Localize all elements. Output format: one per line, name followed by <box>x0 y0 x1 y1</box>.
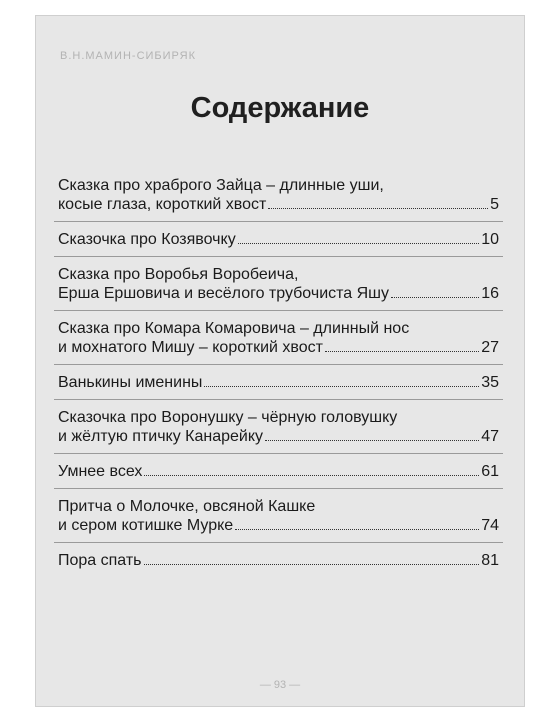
entry-separator <box>54 453 503 454</box>
toc-entry-title-line: Сказка про Воробья Воробеича, <box>58 266 299 283</box>
dot-leader <box>265 440 479 441</box>
toc-entry[interactable] <box>58 319 499 357</box>
toc-entry-title-line: Сказка про храброго Зайца – длинные уши, <box>58 177 384 194</box>
toc-entry[interactable] <box>58 265 499 303</box>
dot-leader <box>235 529 479 530</box>
entry-separator <box>54 542 503 543</box>
toc-entry[interactable] <box>58 408 499 446</box>
toc-entry-title: Сказочка про Козявочку <box>58 231 236 248</box>
entry-separator <box>54 399 503 400</box>
toc-entry[interactable] <box>58 497 499 535</box>
running-head: В.Н.МАМИН-СИБИРЯК <box>60 50 196 62</box>
dot-leader <box>144 475 479 476</box>
toc-page-number: 74 <box>481 517 499 534</box>
toc-entry-title: и жёлтую птичку Канарейку <box>58 428 264 445</box>
entry-separator <box>54 364 503 365</box>
entry-separator <box>54 310 503 311</box>
page-title: Содержание <box>190 92 370 124</box>
toc-entry[interactable] <box>58 373 499 392</box>
toc-entry-title-line: Сказочка про Воронушку – чёрную головушку <box>58 409 398 426</box>
entry-separator <box>54 221 503 222</box>
toc-page-number: 35 <box>481 374 499 391</box>
entry-separator <box>54 488 503 489</box>
toc-page-number: 81 <box>481 552 499 569</box>
toc-entry[interactable] <box>58 462 499 481</box>
dot-leader <box>204 386 479 387</box>
toc-entry[interactable] <box>58 230 499 249</box>
toc-page-number: 10 <box>481 231 499 248</box>
table-of-contents <box>58 176 499 570</box>
toc-page-number: 47 <box>481 428 499 445</box>
toc-entry-title: косые глаза, короткий хвост <box>58 196 267 213</box>
dot-leader <box>238 243 480 244</box>
toc-entry-title: Умнее всех <box>58 463 143 480</box>
toc-entry-title-line: Притча о Молочке, овсяной Кашке <box>58 498 316 515</box>
page-number: — 93 — <box>259 679 301 691</box>
entry-separator <box>54 256 503 257</box>
toc-entry-title: и сером котишке Мурке <box>58 517 234 534</box>
dot-leader <box>144 564 480 565</box>
dot-leader <box>325 351 479 352</box>
toc-entry-title: Ванькины именины <box>58 374 203 391</box>
toc-entry[interactable] <box>58 176 499 214</box>
toc-entry-title-line: Сказка про Комара Комаровича – длинный нос <box>58 320 410 337</box>
dot-leader <box>391 297 479 298</box>
toc-entry[interactable] <box>58 551 499 570</box>
toc-entry-title: Пора спать <box>58 552 142 569</box>
toc-page-number: 16 <box>481 285 499 302</box>
toc-entry-title: и мохнатого Мишу – короткий хвост <box>58 339 323 356</box>
toc-page-number: 5 <box>490 196 499 213</box>
toc-entry-title: Ерша Ершовича и весёлого трубочиста Яшу <box>58 285 390 302</box>
dot-leader <box>268 208 488 209</box>
toc-page-number: 61 <box>481 463 499 480</box>
toc-page-number: 27 <box>481 339 499 356</box>
book-page <box>36 16 524 706</box>
